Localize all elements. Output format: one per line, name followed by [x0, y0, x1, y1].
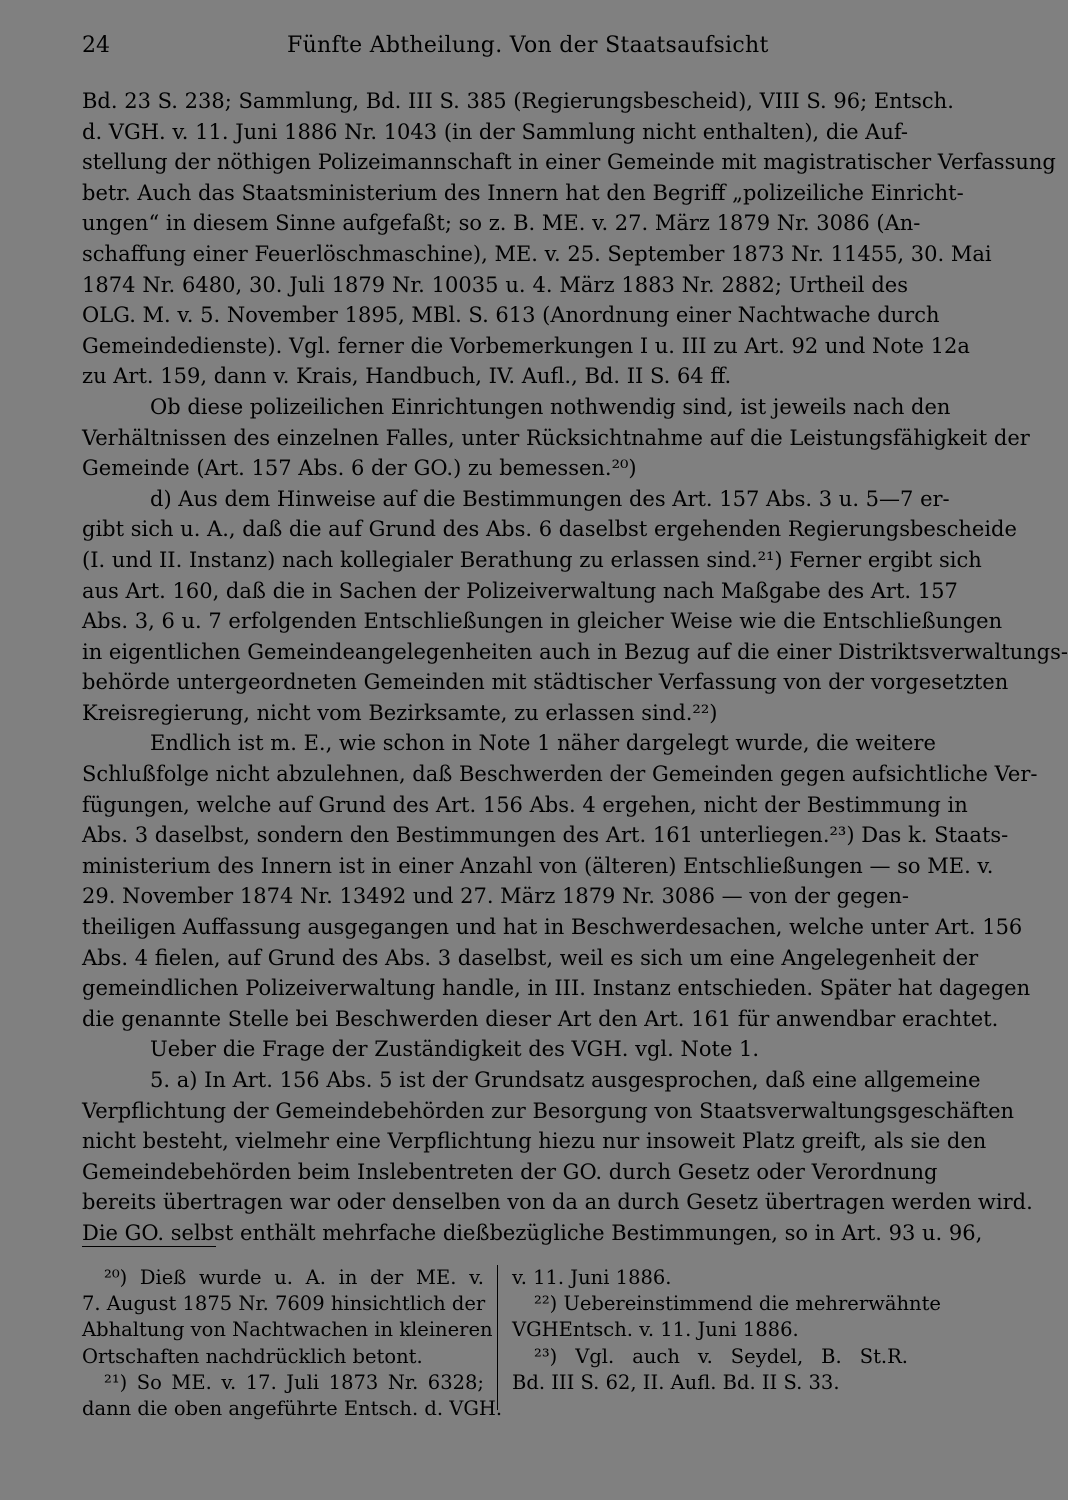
text-line: behörde untergeordneten Gemeinden mit städtischer Verfassung von der vorgesetzten: [82, 670, 1009, 695]
page-header: [82, 28, 908, 64]
text-line: betr. Auch das Staatsministerium des Innern hat den Begriff „polizeiliche Einricht-: [82, 180, 964, 205]
text-line: ministerium des Innern ist in einer Anzahl von (älteren) Entschließungen — so ME. v.: [82, 853, 994, 878]
footnote-line: dann die oben angeführte Entsch. d. VGH.: [82, 1397, 503, 1421]
text-line: Ob diese polizeilichen Einrichtungen nothwendig sind, ist jeweils nach den: [150, 394, 951, 419]
text-line: nicht besteht, vielmehr eine Verpflichtung hiezu nur insoweit Platz greift, als sie den: [82, 1129, 987, 1154]
text-line: bereits übertragen war oder denselben von da an durch Gesetz übertragen werden wird.: [82, 1190, 1033, 1215]
text-line: OLG. M. v. 5. November 1895, MBl. S. 613 (Anordnung einer Nachtwache durch: [82, 303, 940, 328]
text-line: 29. November 1874 Nr. 13492 und 27. März 1879 Nr. 3086 — von der gegen-: [82, 884, 909, 909]
text-line: Abs. 3, 6 u. 7 erfolgenden Entschließungen in gleicher Weise wie die Entschließungen: [82, 609, 1003, 634]
text-line: schaffung einer Feuerlöschmaschine), ME. v. 25. September 1873 Nr. 11455, 30. Mai: [82, 241, 992, 266]
text-line: Verhältnissen des einzelnen Falles, unter Rücksichtnahme auf die Leistungsfähigkeit der: [82, 425, 1030, 450]
text-line: Die GO. selbst enthält mehrfache dießbezügliche Bestimmungen, so in Art. 93 u. 96,: [82, 1220, 983, 1245]
footnote-line: Abhaltung von Nachtwachen in kleineren: [82, 1318, 493, 1342]
footnote-line: Ortschaften nachdrücklich betont.: [82, 1344, 423, 1368]
text-line: (I. und II. Instanz) nach kollegialer Berathung zu erlassen sind.²¹) Ferner ergibt sich: [82, 547, 982, 572]
footnote-line: v. 11. Juni 1886.: [512, 1266, 672, 1289]
footnote-line: ²²) Uebereinstimmend die mehrerwähnte: [534, 1292, 941, 1316]
footnote-line: 7. August 1875 Nr. 7609 hinsichtlich der: [82, 1292, 486, 1316]
running-title: Fünfte Abtheilung. Von der Staatsaufsicht: [287, 33, 769, 58]
text-line: gibt sich u. A., daß die auf Grund des Abs. 6 daselbst ergehenden Regierungsbescheide: [82, 517, 1017, 542]
text-line: d. VGH. v. 11. Juni 1886 Nr. 1043 (in der Sammlung nicht enthalten), die Auf-: [82, 119, 908, 144]
text-line: 5. a) In Art. 156 Abs. 5 ist der Grundsatz ausgesprochen, daß eine allgemeine: [150, 1068, 981, 1092]
text-line: Bd. 23 S. 238; Sammlung, Bd. III S. 385 (Regierungsbescheid), VIII S. 96; Entsch.: [82, 89, 954, 113]
text-line: 1874 Nr. 6480, 30. Juli 1879 Nr. 10035 u. 4. März 1883 Nr. 2882; Urtheil des: [82, 272, 908, 297]
text-line: die genannte Stelle bei Beschwerden dieser Art den Art. 161 für anwendbar erachtet.: [82, 1006, 999, 1031]
text-line: Kreisregierung, nicht vom Bezirksamte, zu erlassen sind.²²): [82, 700, 718, 725]
page-number: 24: [82, 33, 110, 58]
text-line: stellung der nöthigen Polizeimannschaft in einer Gemeinde mit magistratischer Verfassung: [82, 150, 1056, 175]
text-line: Endlich ist m. E., wie schon in Note 1 näher dargelegt wurde, die weitere: [150, 731, 936, 756]
footnotes-right-column: [512, 1265, 941, 1396]
text-line: Abs. 3 daselbst, sondern den Bestimmungen des Art. 161 unterliegen.²³) Das k. Staats-: [82, 823, 1009, 848]
text-line: Ueber die Frage der Zuständigkeit des VGH. vgl. Note 1.: [150, 1037, 760, 1062]
text-line: ungen“ in diesem Sinne aufgefaßt; so z. B. ME. v. 27. März 1879 Nr. 3086 (An-: [82, 211, 921, 236]
text-line: theiligen Auffassung ausgegangen und hat in Beschwerdesachen, welche unter Art. 156: [82, 915, 1023, 940]
footnote-line: ²³) Vgl. auch v. Seydel, B. St.R.: [534, 1344, 908, 1368]
text-line: in eigentlichen Gemeindeangelegenheiten auch in Bezug auf die einer Distriktsverwaltungs-: [82, 639, 1068, 664]
text-line: Schlußfolge nicht abzulehnen, daß Beschwerden der Gemeinden gegen aufsichtliche Ver-: [82, 762, 1038, 787]
text-line: Gemeindedienste). Vgl. ferner die Vorbemerkungen I u. III zu Art. 92 und Note 12a: [82, 333, 970, 358]
text-line: fügungen, welche auf Grund des Art. 156 Abs. 4 ergehen, nicht der Bestimmung in: [82, 792, 968, 817]
footnote-line: VGHEntsch. v. 11. Juni 1886.: [512, 1318, 799, 1342]
main-text: [82, 86, 1068, 1249]
footnote-line: ²⁰) Dieß wurde u. A. in der ME. v.: [104, 1266, 484, 1289]
footnote-line: ²¹) So ME. v. 17. Juli 1873 Nr. 6328;: [104, 1370, 484, 1394]
text-line: d) Aus dem Hinweise auf die Bestimmungen des Art. 157 Abs. 3 u. 5—7 er-: [150, 486, 950, 511]
footnote-separator: [82, 1246, 216, 1247]
text-line: Gemeindebehörden beim Inslebentreten der GO. durch Gesetz oder Verordnung: [82, 1159, 938, 1184]
column-divider: [497, 1265, 498, 1410]
text-line: gemeindlichen Polizeiverwaltung handle, in III. Instanz entschieden. Später hat dagegen: [82, 976, 1031, 1001]
text-line: aus Art. 160, daß die in Sachen der Polizeiverwaltung nach Maßgabe des Art. 157: [82, 578, 958, 603]
text-line: Abs. 4 fielen, auf Grund des Abs. 3 daselbst, weil es sich um eine Angelegenheit der: [82, 945, 979, 970]
footnote-line: Bd. III S. 62, II. Aufl. Bd. II S. 33.: [512, 1370, 840, 1394]
footnotes-left-column: [82, 1265, 503, 1422]
text-line: Verpflichtung der Gemeindebehörden zur Besorgung von Staatsverwaltungsgeschäften: [82, 1098, 1015, 1123]
text-line: Gemeinde (Art. 157 Abs. 6 der GO.) zu bemessen.²⁰): [82, 456, 637, 481]
text-line: zu Art. 159, dann v. Krais, Handbuch, IV. Aufl., Bd. II S. 64 ff.: [82, 364, 732, 389]
